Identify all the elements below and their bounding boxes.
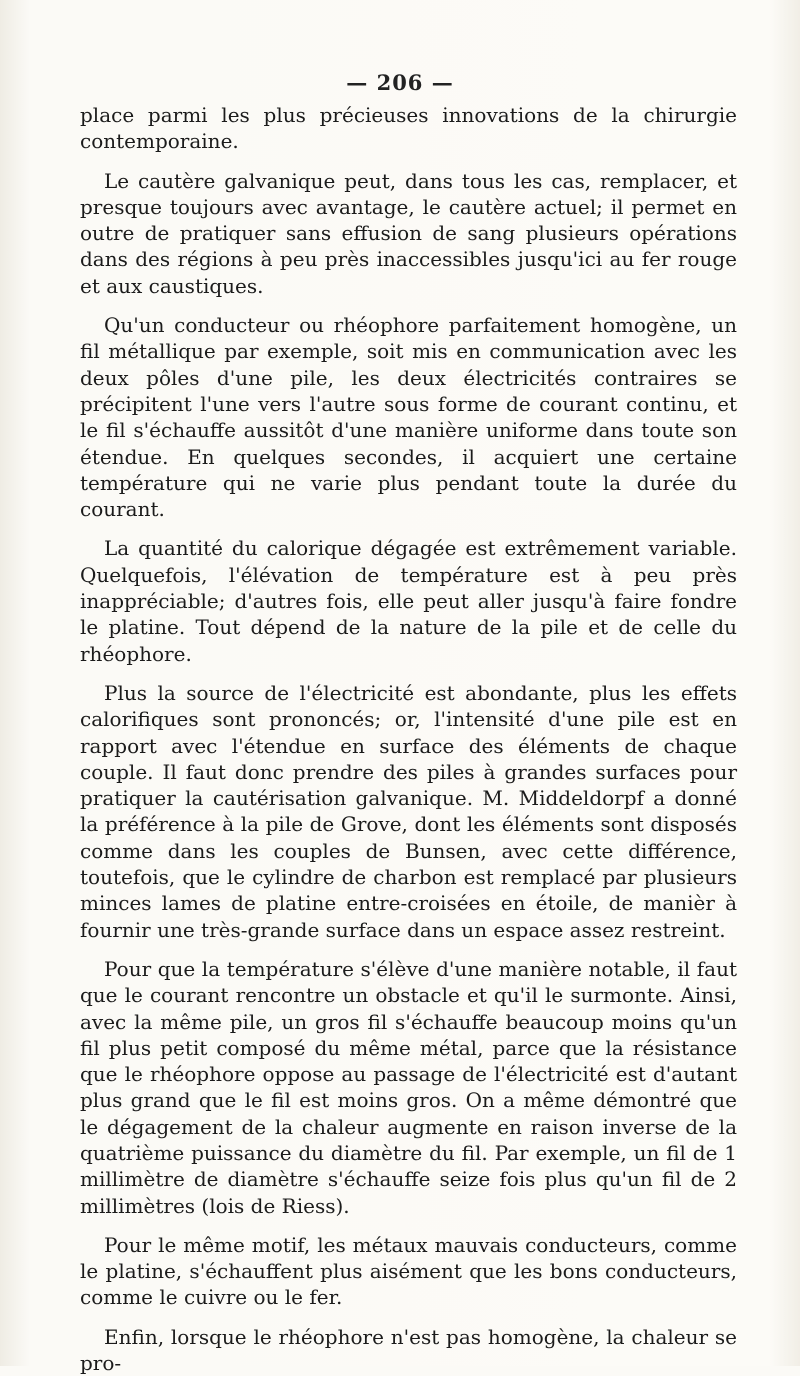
paragraph-temperature-rise: Pour que la température s'élève d'une manière notable, il faut que le courant rencontre un obstacle et qu'il le surmonte. Ainsi, avec la même pile, un gros fil s'échauffe beaucoup moins qu'un fil plus petit composé du même métal, parce que la résistance que le rhéophore oppose au passage de l'électricité est d'autant plus grand que le fil est moins gros. On a même démontré que le dégagement de la chaleur augmente en raison inverse de la quatrième puissance du diamètre du fil. Par exemple, un fil de 1 millimètre de diamètre s'échauffe seize fois plus qu'un fil de 2 millimètres (lois de Riess).: [80, 956, 737, 1218]
paragraph-bad-conductors: Pour le même motif, les métaux mauvais conducteurs, comme le platine, s'échauffent plus aisément que les bons conducteurs, comme le cuivre ou le fer.: [80, 1232, 737, 1310]
paragraph-galvanic-cautery: Le cautère galvanique peut, dans tous les cas, remplacer, et presque toujours avec avantage, le cautère actuel; il permet en outre de pratiquer sans effusion de sang plusieurs opérations dans des régions à peu près inaccessibles jusqu'ici au fer rouge et aux caustiques.: [80, 168, 737, 298]
page-number: — 206 —: [346, 70, 454, 95]
paragraph-non-homogeneous: Enfin, lorsque le rhéophore n'est pas homogène, la chaleur se pro-: [80, 1324, 737, 1376]
paragraph-continuation: place parmi les plus précieuses innovations de la chirurgie contemporaine.: [80, 103, 737, 154]
body-text: [80, 102, 737, 1376]
paragraph-heat-quantity: La quantité du calorique dégagée est extrêmement variable. Quelquefois, l'élévation de température est à peu près inappréciable; d'autres fois, elle peut aller jusqu'à faire fondre le platine. Tout dépend de la nature de la pile et de celle du rhéophore.: [80, 536, 737, 666]
paragraph-conductor: Qu'un conducteur ou rhéophore parfaitement homogène, un fil métallique par exemple, soit mis en communication avec les deux pôles d'une pile, les deux électricités contraires se précipitent l'une vers l'autre sous forme de courant continu, et le fil s'échauffe aussitôt d'une manière uniforme dans toute son étendue. En quelques secondes, il acquiert une certaine température qui ne varie plus pendant toute la durée du courant.: [80, 313, 737, 522]
paragraph-electricity-source: Plus la source de l'électricité est abondante, plus les effets calorifiques sont prononcés; or, l'intensité d'une pile est en rapport avec l'étendue en surface des éléments de chaque couple. Il faut donc prendre des piles à grandes surfaces pour pratiquer la cautérisation galvanique. M. Middeldorpf a donné la préférence à la pile de Grove, dont les éléments sont disposés comme dans les couples de Bunsen, avec cette différence, toutefois, que le cylindre de charbon est remplacé par plusieurs minces lames de platine entre-croisées en étoile, de manièr à fournir une très-grande surface dans un espace assez restreint.: [80, 680, 737, 942]
